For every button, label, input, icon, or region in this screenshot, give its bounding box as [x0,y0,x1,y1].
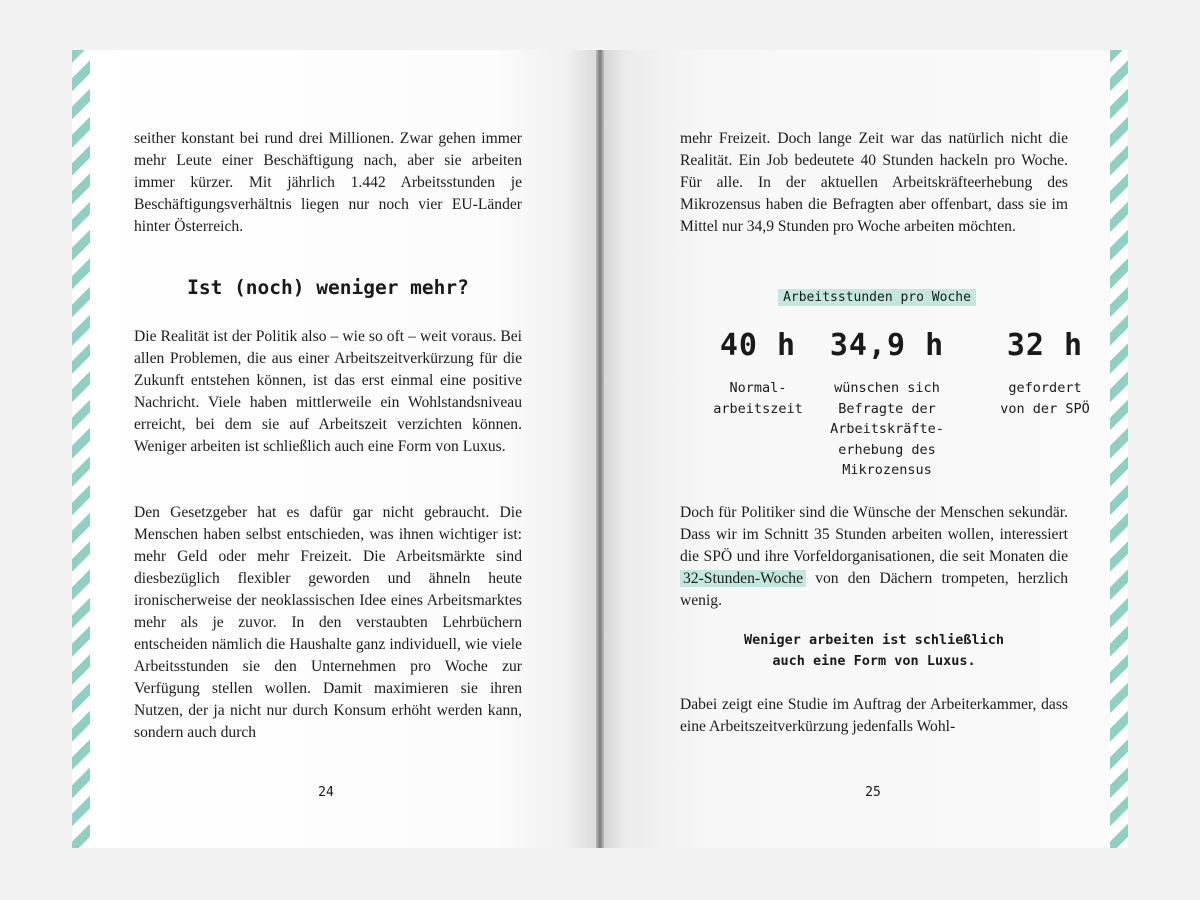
highlighted-term: 32-Stunden-Woche [680,570,806,587]
left-page-stripe-border [72,50,90,848]
pull-quote: Weniger arbeiten ist schließlich auch eine Form von Luxus. [743,632,1005,669]
right-paragraph-3-text: Dabei zeigt eine Studie im Auftrag der Arbeiterkammer, dass eine Arbeitszeitverkürzung jedenfalls Wohl- [680,696,1068,735]
stats-label-text: Arbeitsstunden pro Woche [778,289,976,306]
left-paragraph-2-text: Die Realität ist der Politik also – wie so oft – weit voraus. Bei allen Problemen, die aus einer Arbeitszeitverkürzung für die Zukunft entstehen können, ist das erst einmal eine positive Nachricht. Viele haben mittlerweile ein Wohlstandsniveau erreicht, bei dem sie auf Arbeitszeit verzichten können. Weniger arbeiten ist schließlich auch eine Form von Luxus. [134,328,522,455]
right-paragraph-2 [680,502,1068,612]
text-segment: Doch für Politiker sind die Wünsche der Menschen sekundär. Dass wir im Schnitt 35 Stunden arbeiten wollen, interessiert die SPÖ und ihre Vorfeldorganisationen, die seit Monaten die [680,504,1068,565]
right-paragraph-1-text: mehr Freizeit. Doch lange Zeit war das natürlich nicht die Realität. Ein Job bedeutete 40 Stunden hackeln pro Woche. Für alle. In der aktuellen Arbeitskräfteerhebung des Mikrozensus haben die Befragten aber offenbart, dass sie im Mittel nur 34,9 Stunden pro Woche arbeiten möchten. [680,130,1068,235]
stat-value: 32 h [1006,328,1084,363]
right-paragraph-2-text [680,502,1068,612]
section-heading: Ist (noch) weniger mehr? [187,276,469,299]
left-paragraph-1 [134,128,522,238]
left-paragraph-3 [134,502,522,744]
right-paragraph-3 [680,694,1068,738]
stats-label [767,288,987,308]
stat-value: 40 h [719,328,797,363]
right-page-stripe-border [1110,50,1128,848]
book-gutter [596,50,604,848]
page-number-right: 25 [865,785,881,800]
stat-demanded-hours [975,326,1115,419]
right-page [600,50,1128,848]
stat-desired-hours [802,326,972,481]
stat-value: 34,9 h [829,328,945,363]
left-paragraph-1-text: seither konstant bei rund drei Millionen. Zwar gehen immer mehr Leute einer Beschäftigung nach, aber sie arbeiten immer kürzer. Mit jährlich 1.442 Arbeitsstunden je Beschäftigungsverhältnis liegen nur noch vier EU-Länder hinter Österreich. [134,130,522,235]
left-page [72,50,600,848]
text-segment: von den Dächern trompeten, herzlich wenig. [680,570,1068,609]
page-number-left: 24 [318,785,334,800]
stat-description: gefordert von der SPÖ [1000,380,1090,417]
left-paragraph-3-text: Den Gesetzgeber hat es dafür gar nicht gebraucht. Die Menschen haben selbst entschieden, was ihnen wichtiger ist: mehr Geld oder mehr Freizeit. Die Arbeitsmärkte sind diesbezüglich flexibler geworden und ähneln heute ironischerweise der neoklassischen Idee eines Arbeitsmarktes mehr als je zuvor. In den verstaubten Lehrbüchern entscheiden nämlich die Haushalte ganz individuell, wie viele Arbeitsstunden sie den Unternehmen pro Woche zur Verfügung stellen wollen. Damit maximieren sie ihren Nutzen, der ja nicht nur durch Konsum erhöht werden kann, sondern auch durch [134,504,522,741]
right-paragraph-1 [680,128,1068,238]
stat-description: wünschen sich Befragte der Arbeitskräfte- erhebung des Mikrozensus [830,380,944,478]
left-paragraph-2 [134,326,522,458]
open-book [72,50,1128,848]
stat-description: Normal- arbeitszeit [713,380,803,417]
